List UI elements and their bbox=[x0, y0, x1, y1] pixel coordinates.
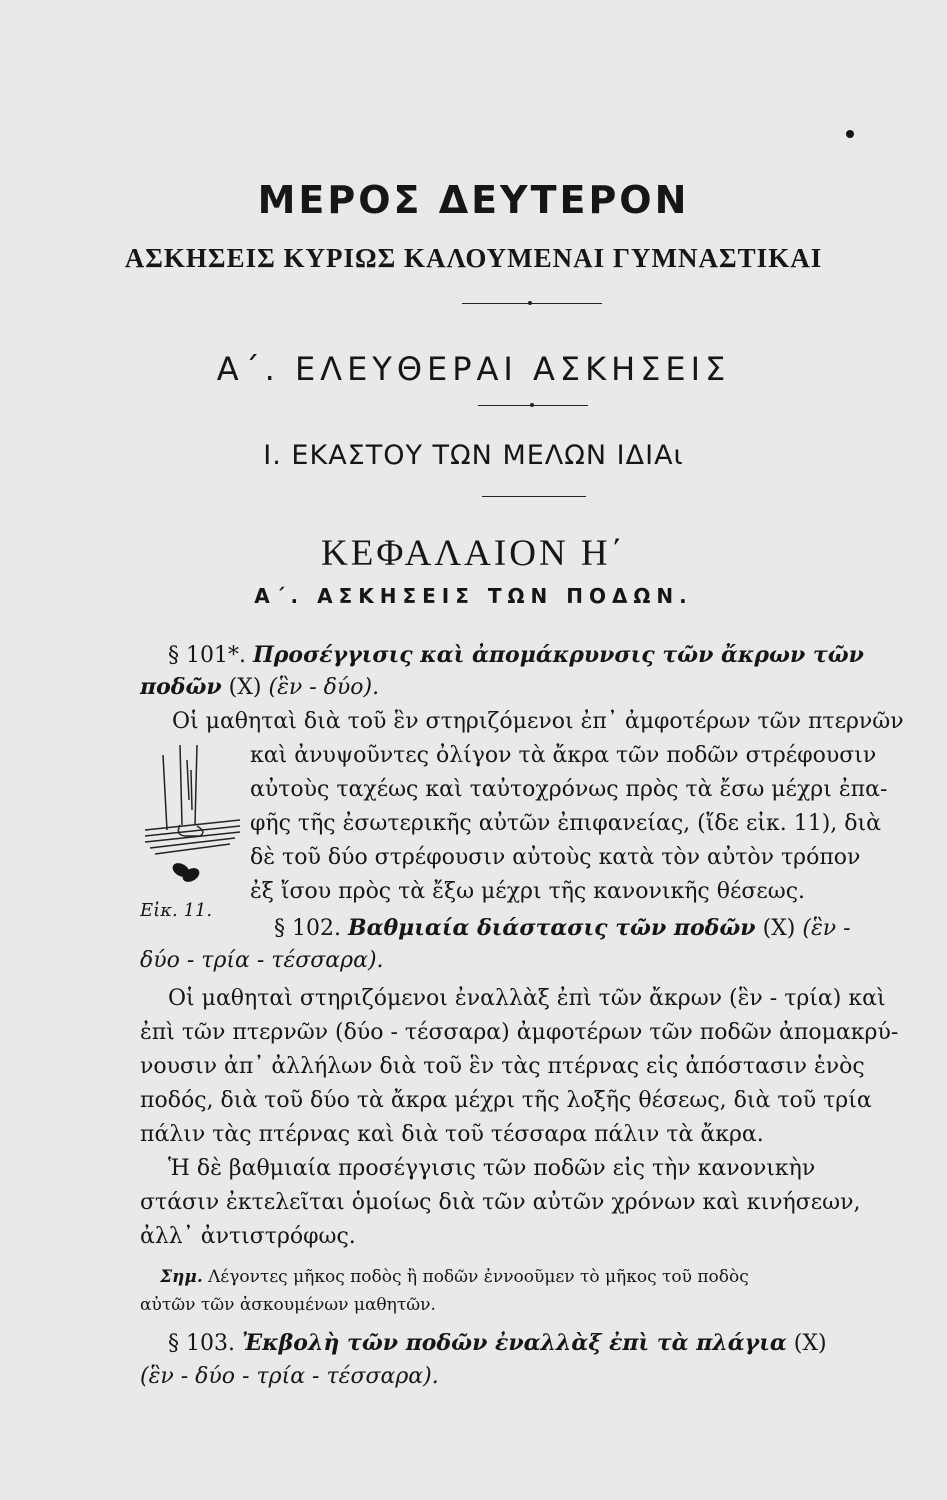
s102-line: Οἱ μαθηταὶ στηριζόμενοι ἐναλλὰξ ἐπὶ τῶν ἄκρων (ἓν - τρία) καὶ bbox=[168, 986, 886, 1011]
s102-line: ποδός, διὰ τοῦ δύο τὰ ἄκρα μέχρι τῆς λοξῆς θέσεως, διὰ τοῦ τρία bbox=[140, 1088, 872, 1113]
s102-count-cont: δύο - τρία - τέσσαρα). bbox=[140, 948, 384, 973]
figure-caption: Εἰκ. 11. bbox=[140, 900, 213, 921]
ink-dot bbox=[846, 130, 854, 138]
subsection-title: Ι. ΕΚΑΣΤΟΥ ΤΩΝ ΜΕΛΩΝ ΙΔΙΑι bbox=[263, 440, 684, 471]
s101-heading-cont bbox=[140, 672, 379, 703]
s101-line: ἐξ ἴσου πρὸς τὰ ἔξω μέχρι τῆς κανονικῆς θέσεως. bbox=[250, 879, 806, 904]
note-line-2: αὐτῶν τῶν ἀσκουμένων μαθητῶν. bbox=[140, 1295, 436, 1315]
s101-title-cont: ποδῶν bbox=[140, 674, 222, 700]
s101-line: φῆς τῆς ἐσωτερικῆς αὐτῶν ἐπιφανείας, (ἴδε εἰκ. 11), διὰ bbox=[250, 811, 882, 836]
s101-line: καὶ ἀνυψοῦντες ὀλίγον τὰ ἄκρα τῶν ποδῶν στρέφουσιν bbox=[250, 743, 877, 768]
s103-mark: (Χ) bbox=[793, 1331, 827, 1356]
s102-line: πάλιν τὰς πτέρνας καὶ διὰ τοῦ τέσσαρα πάλιν τὰ ἄκρα. bbox=[140, 1122, 764, 1147]
divider-1-dot bbox=[528, 301, 532, 305]
s101-number: § 101*. bbox=[168, 643, 246, 668]
divider-1 bbox=[462, 303, 602, 304]
s101-title: Προσέγγισις καὶ ἀπομάκρυνσις τῶν ἄκρων τῶν bbox=[252, 642, 864, 668]
part-title: ΜΕΡΟΣ ΔΕΥΤΕΡΟΝ bbox=[257, 178, 690, 222]
s102-line: στάσιν ἐκτελεῖται ὁμοίως διὰ τῶν αὐτῶν χρόνων καὶ κινήσεων, bbox=[140, 1190, 861, 1215]
figure-11-feet-illustration bbox=[145, 740, 240, 900]
s102-line: νουσιν ἀπ᾽ ἀλλήλων διὰ τοῦ ἓν τὰς πτέρνας εἰς ἀπόστασιν ἑνὸς bbox=[140, 1054, 865, 1079]
note-line-1 bbox=[160, 1262, 749, 1292]
s101-line: αὐτοὺς ταχέως καὶ ταὐτοχρόνως πρὸς τὰ ἔσω μέχρι ἐπα- bbox=[250, 777, 888, 802]
divider-2-dot bbox=[530, 403, 534, 407]
s103-count: (ἓν - δύο - τρία - τέσσαρα). bbox=[140, 1364, 439, 1389]
divider-3 bbox=[482, 496, 586, 497]
s101-line: Οἱ μαθηταὶ διὰ τοῦ ἓν στηριζόμενοι ἐπ᾽ ἀμφοτέρων τῶν πτερνῶν bbox=[172, 709, 904, 734]
s102-heading bbox=[274, 913, 851, 944]
s103-number: § 103. bbox=[168, 1331, 235, 1356]
s101-line: δὲ τοῦ δύο στρέφουσιν αὐτοὺς κατὰ τὸν αὐτὸν τρόπον bbox=[250, 845, 861, 870]
note-text: Λέγοντες μῆκος ποδὸς ἢ ποδῶν ἐννοοῦμεν τὸ μῆκος τοῦ ποδὸς bbox=[208, 1267, 749, 1287]
s103-heading bbox=[168, 1328, 827, 1359]
s101-heading bbox=[168, 640, 864, 671]
s102-line: ἀλλ᾽ ἀντιστρόφως. bbox=[140, 1224, 356, 1249]
s101-mark: (Χ) bbox=[228, 675, 262, 700]
part-subtitle: ΑΣΚΗΣΕΙΣ ΚΥΡΙΩΣ ΚΑΛΟΥΜΕΝΑΙ ΓΥΜΝΑΣΤΙΚΑΙ bbox=[124, 243, 823, 273]
s102-line: Ἡ δὲ βαθμιαία προσέγγισις τῶν ποδῶν εἰς τὴν κανονικὴν bbox=[168, 1156, 816, 1181]
note-label: Σημ. bbox=[160, 1267, 203, 1287]
s102-title: Βαθμιαία διάστασις τῶν ποδῶν bbox=[347, 915, 756, 941]
s101-count: (ἓν - δύο). bbox=[268, 675, 380, 700]
s102-line: ἐπὶ τῶν πτερνῶν (δύο - τέσσαρα) ἀμφοτέρων τῶν ποδῶν ἀπομακρύ- bbox=[140, 1020, 899, 1045]
section-title: Α΄. ΕΛΕΥΘΕΡΑΙ ΑΣΚΗΣΕΙΣ bbox=[216, 350, 731, 388]
chapter-title: ΚΕΦΑΛΑΙΟΝ Η΄ bbox=[321, 533, 626, 574]
s102-number: § 102. bbox=[274, 916, 341, 941]
s102-mark: (Χ) bbox=[762, 916, 796, 941]
s103-title: Ἐκβολὴ τῶν ποδῶν ἐναλλὰξ ἐπὶ τὰ πλάγια bbox=[241, 1330, 787, 1356]
chapter-subtitle: Α΄. ΑΣΚΗΣΕΙΣ ΤΩΝ ΠΟΔΩΝ. bbox=[254, 584, 693, 608]
s102-count: (ἓν - bbox=[802, 916, 851, 941]
